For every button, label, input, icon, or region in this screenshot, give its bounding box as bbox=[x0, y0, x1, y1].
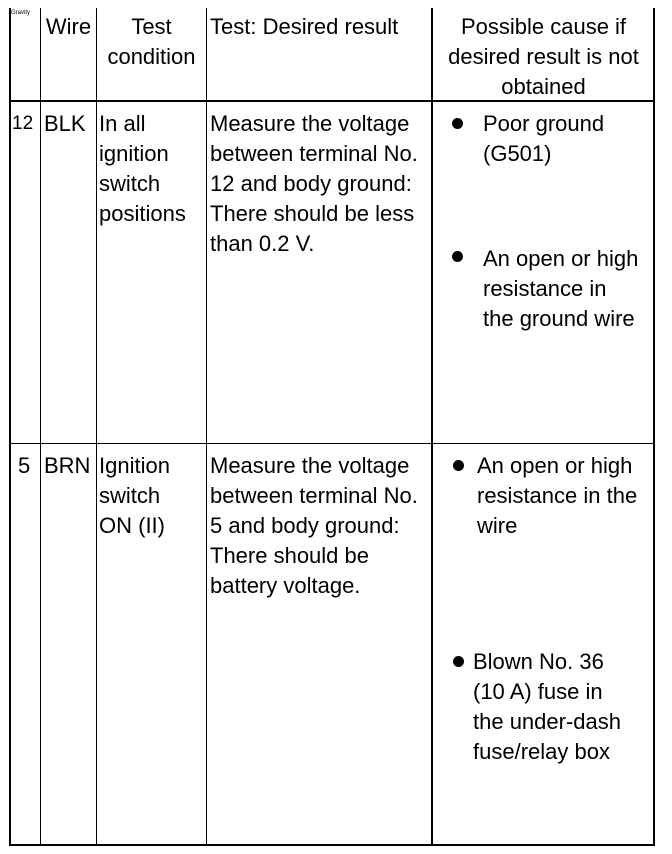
col-divider-terminal bbox=[40, 8, 41, 844]
row1-wire: BLK bbox=[44, 111, 86, 136]
row2-terminal: 5 bbox=[18, 453, 31, 478]
row1-desired: Measure the voltage between terminal No. 12 and body ground: There should be less than 0.2 V. bbox=[210, 111, 418, 256]
diagnostic-table bbox=[9, 8, 655, 846]
bullet-icon bbox=[453, 460, 464, 471]
row1-terminal: 12 bbox=[12, 113, 34, 134]
bullet-icon bbox=[452, 118, 463, 129]
row1-cause-1: Poor ground (G501) bbox=[483, 111, 605, 166]
row1-condition: In all ignition switch positions bbox=[99, 111, 186, 226]
col-divider-result bbox=[431, 8, 433, 844]
header-wire: Wire bbox=[45, 14, 92, 39]
row1-cause-2: An open or high resistance in the ground wire bbox=[483, 246, 639, 331]
bullet-icon bbox=[452, 251, 463, 262]
row2-cause-2: Blown No. 36 (10 A) fuse in the under-dash fuse/relay box bbox=[473, 649, 621, 764]
row2-condition: Ignition switch ON (II) bbox=[99, 453, 170, 538]
header-possible-cause: Possible cause if desired result is not obtained bbox=[448, 14, 639, 99]
row2-cause-1: An open or high resistance in the wire bbox=[477, 453, 638, 538]
row-divider bbox=[11, 443, 653, 444]
row2-wire: BRN bbox=[44, 453, 91, 478]
header-desired-result: Test: Desired result bbox=[210, 14, 399, 39]
header-test-condition: Test condition bbox=[107, 14, 196, 69]
col-divider-wire bbox=[96, 8, 97, 844]
corner-label: Gravity bbox=[11, 10, 31, 16]
col-divider-condition bbox=[206, 8, 207, 844]
bullet-icon bbox=[453, 656, 464, 667]
row2-desired: Measure the voltage between terminal No. 5 and body ground: There should be battery voltage. bbox=[210, 453, 418, 598]
